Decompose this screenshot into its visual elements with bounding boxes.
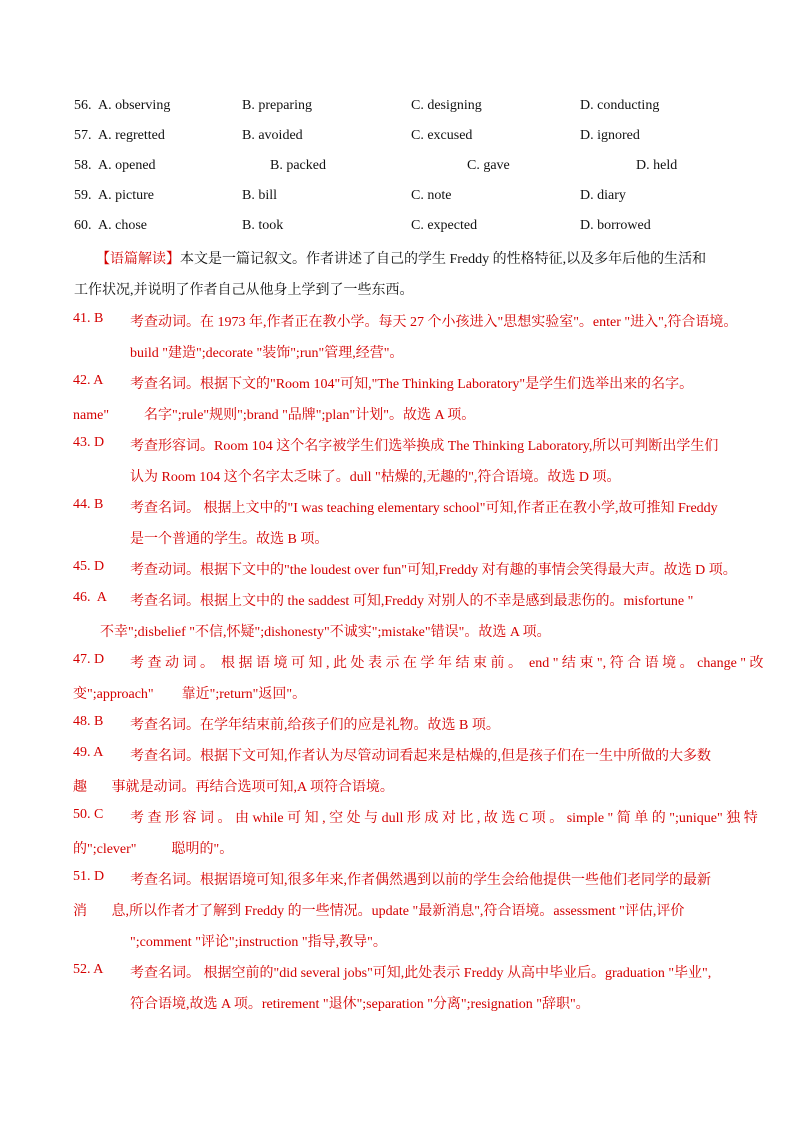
answer-key: 51. D [73,869,105,884]
option-b: B. avoided [242,128,303,143]
answer-text: 考 查 形 容 词 。 由 while 可 知 , 空 处 与 dull 形 成 对 比 , 故 选 C 项 。 simple " 简 单 的 ";unique" 独 特 [130,811,758,826]
option-a: A. opened [98,158,156,173]
answer-key: 49. A [73,745,104,760]
answer-text: 考查名词。 根据空前的"did several jobs"可知,此处表示 Freddy 从高中毕业后。graduation "毕业", [130,966,712,981]
answer-key: 47. D [73,652,105,667]
option-a: A. chose [98,218,147,233]
option-a: A. observing [98,98,171,113]
option-c: C. designing [411,98,482,113]
answer-text: 不幸";disbelief "不信,怀疑";dishonesty"不诚实";mistake"错误"。故选 A 项。 [100,625,551,640]
answer-key: 50. C [73,807,104,822]
summary-text: 本文是一篇记叙文。作者讲述了自己的学生 Freddy 的性格特征,以及多年后他的生活和 [180,252,707,267]
question-58-options [74,158,734,178]
question-56-options [74,98,734,118]
question-59-options [74,188,734,208]
option-c: C. excused [411,128,473,143]
answer-text: 趣 事就是动词。再结合选项可知,A 项符合语境。 [73,780,394,795]
option-a: A. picture [98,188,154,203]
question-number: 56. [74,98,92,113]
answer-key: 48. B [73,714,104,729]
question-number: 58. [74,158,92,173]
answer-text: 考查名词。根据语境可知,很多年来,作者偶然遇到以前的学生会给他提供一些他们老同学的最新 [130,873,711,888]
question-60-options [74,218,734,238]
option-b: B. preparing [242,98,312,113]
option-d: D. ignored [580,128,640,143]
answer-text: 考查名词。根据上文中的 the saddest 可知,Freddy 对别人的不幸是感到最悲伤的。misfortune " [130,594,694,609]
question-57-options [74,128,734,148]
answer-key: 46. A [73,590,107,605]
answer-key: 42. A [73,373,104,388]
option-d: D. held [636,158,678,173]
answer-text: 考查名词。根据下文的"Room 104"可知,"The Thinking Laboratory"是学生们选举出来的名字。 [130,377,694,392]
answer-key: 41. B [73,311,104,326]
option-d: D. borrowed [580,218,651,233]
summary-text: 工作状况,并说明了作者自己从他身上学到了一些东西。 [74,283,414,298]
answer-key: 44. B [73,497,104,512]
answer-text: 考查动词。根据下文中的"the loudest over fun"可知,Freddy 对有趣的事情会笑得最大声。故选 D 项。 [130,563,737,578]
answer-text: 是一个普通的学生。故选 B 项。 [130,532,329,547]
answer-text: 符合语境,故选 A 项。retirement "退休";separation "分离";resignation "辞职"。 [130,997,590,1012]
option-c: C. note [411,188,452,203]
answer-text: 考查名词。根据下文可知,作者认为尽管动词看起来是枯燥的,但是孩子们在一生中所做的大多数 [130,749,711,764]
option-a: A. regretted [98,128,165,143]
answer-text: name" 名字";rule"规则";brand "品牌";plan"计划"。故选 A 项。 [73,408,476,423]
answer-text: build "建造";decorate "装饰";run"管理,经营"。 [130,346,404,361]
option-b: B. took [242,218,284,233]
passage-summary-line-1 [96,248,706,268]
option-b: B. packed [270,158,326,173]
answer-text: 考查动词。在 1973 年,作者正在教小学。每天 27 个小孩进入"思想实验室"。enter "进入",符合语境。 [130,315,738,330]
question-number: 57. [74,128,92,143]
answer-key: 45. D [73,559,105,574]
answer-text: 考查名词。在学年结束前,给孩子们的应是礼物。故选 B 项。 [130,718,500,733]
answer-text: ";comment "评论";instruction "指导,教导"。 [130,935,387,950]
option-d: D. conducting [580,98,660,113]
summary-tag: 【语篇解读】 [96,252,180,267]
question-number: 59. [74,188,92,203]
answer-text: 考 查 动 词 。 根 据 语 境 可 知 , 此 处 表 示 在 学 年 结 束 前 。 end " 结 束 ", 符 合 语 境 。 change " 改 [130,656,764,671]
answer-key: 52. A [73,962,104,977]
option-c: C. expected [411,218,478,233]
answer-text: 考查形容词。Room 104 这个名字被学生们选举换成 The Thinking Laboratory,所以可判断出学生们 [130,439,719,454]
passage-summary-line-2 [74,279,414,299]
answer-text: 考查名词。 根据上文中的"I was teaching elementary school"可知,作者正在教小学,故可推知 Freddy [130,501,718,516]
answer-text: 消 息,所以作者才了解到 Freddy 的一些情况。update "最新消息",符合语境。assessment "评估,评价 [73,904,685,919]
option-c: C. gave [467,158,510,173]
question-number: 60. [74,218,92,233]
answer-key: 43. D [73,435,105,450]
answer-text: 认为 Room 104 这个名字太乏味了。dull "枯燥的,无趣的",符合语境。故选 D 项。 [130,470,621,485]
option-d: D. diary [580,188,626,203]
option-b: B. bill [242,188,278,203]
answer-text: 变";approach" 靠近";return"返回"。 [73,687,307,702]
answer-text: 的";clever" 聪明的"。 [73,842,234,857]
